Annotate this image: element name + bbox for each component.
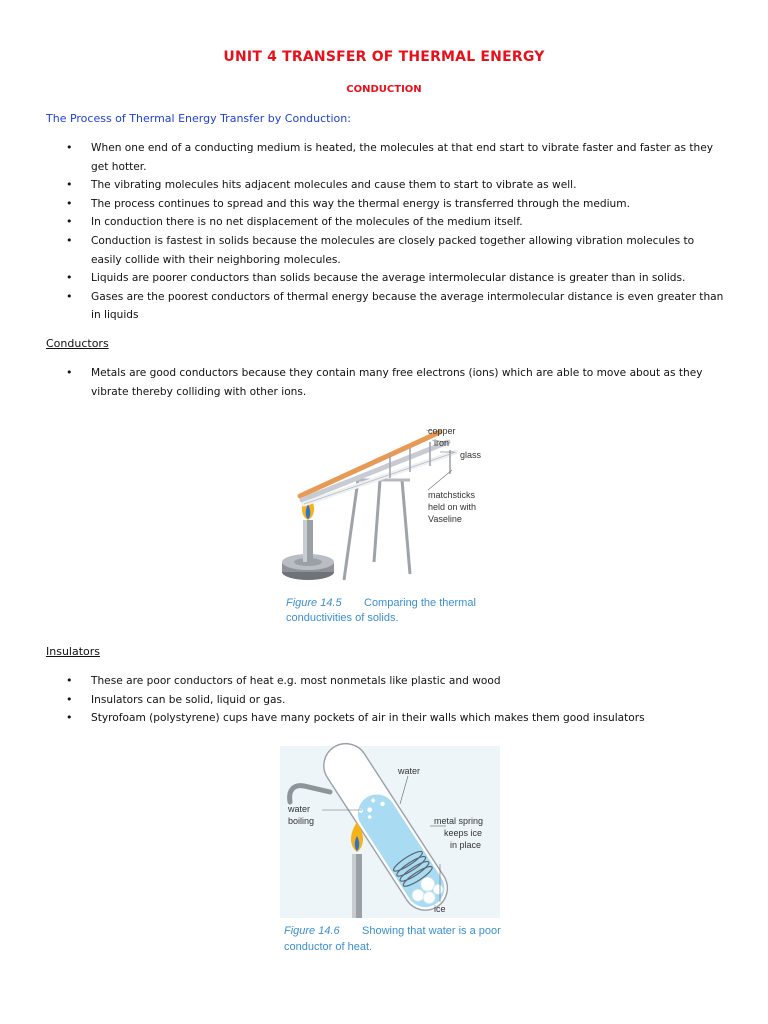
list-item: • Insulators can be solid, liquid or gas.	[0, 691, 768, 710]
figure-caption: Showing that water is a poor	[362, 925, 501, 937]
spring-label-line3: in place	[450, 840, 482, 850]
list-item: • The process continues to spread and this way the thermal energy is transferred through the medium.	[0, 195, 768, 214]
figure-number: Figure 14.6	[284, 925, 340, 937]
list-item: • Liquids are poorer conductors than solids because the average intermolecular distance is greater than in solids.	[0, 269, 768, 288]
copper-label: copper	[428, 426, 456, 436]
list-item: • Conduction is fastest in solids because the molecules are closely packed together allowing vibration molecules to easily collide with their neighboring molecules.	[0, 232, 768, 269]
boiling-label-line2: boiling	[288, 816, 315, 826]
list-item: • The vibrating molecules hits adjacent molecules and cause them to start to vibrate as well.	[0, 176, 768, 195]
list-item: • Styrofoam (polystyrene) cups have many pockets of air in their walls which makes them good insulators	[0, 709, 768, 728]
ice-label: ice	[434, 904, 446, 914]
iron-label: iron	[434, 438, 450, 448]
section-subtitle: CONDUCTION	[346, 84, 422, 95]
glass-label: glass	[460, 450, 482, 460]
spring-label-line2: keeps ice	[444, 828, 483, 838]
process-bullet-list	[0, 139, 768, 325]
water-conductor-figure	[270, 740, 510, 960]
conductors-bullet-list	[0, 364, 768, 401]
matchsticks-label-line2: held on with	[428, 502, 477, 512]
tripod-stand	[344, 480, 358, 580]
conductivity-figure	[270, 420, 500, 630]
matchsticks-label: matchsticks	[428, 490, 476, 500]
insulators-heading: Insulators	[46, 645, 101, 658]
figure-caption: Comparing the thermal	[364, 597, 476, 609]
list-item: • In conduction there is no net displacement of the molecules of the medium itself.	[0, 213, 768, 232]
iron-rod	[302, 442, 448, 500]
process-heading: The Process of Thermal Energy Transfer by Conduction:	[46, 112, 351, 125]
figure-caption-line2: conductor of heat.	[284, 941, 373, 953]
list-item: • Metals are good conductors because they contain many free electrons (ions) which are able to move about as they vibrate thereby colliding with other ions.	[0, 364, 768, 401]
spring-label: metal spring	[434, 816, 484, 826]
water-label: water	[398, 766, 421, 776]
svg-text:Figure 14.6	[284, 925, 341, 937]
boiling-label: water	[288, 804, 311, 814]
svg-text:Figure 14.5	[286, 597, 343, 609]
list-item: • When one end of a conducting medium is heated, the molecules at that end start to vibrate faster and faster as they get hotter.	[0, 139, 768, 176]
figure-number: Figure 14.5	[286, 597, 342, 609]
list-item: • These are poor conductors of heat e.g. most nonmetals like plastic and wood	[0, 672, 768, 691]
list-item: • Gases are the poorest conductors of thermal energy because the average intermolecular distance is even greater than in liquids	[0, 288, 768, 325]
matchsticks-label-line3: Vaseline	[428, 514, 462, 524]
insulators-bullet-list	[0, 672, 768, 728]
figure-caption-line2: conductivities of solids.	[286, 612, 399, 624]
page-title: UNIT 4 TRANSFER OF THERMAL ENERGY	[223, 49, 545, 65]
conductors-heading: Conductors	[46, 337, 109, 350]
